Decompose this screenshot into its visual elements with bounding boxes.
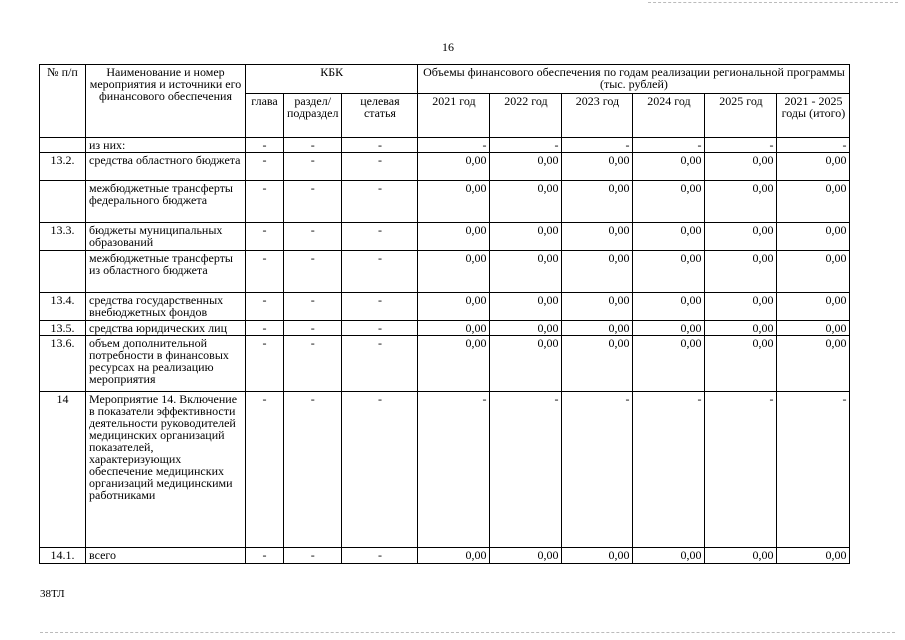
row-value: 0,00 (705, 153, 777, 181)
row-statya: - (342, 548, 418, 564)
row-value: 0,00 (490, 336, 562, 392)
row-statya: - (342, 153, 418, 181)
row-value: 0,00 (490, 251, 562, 293)
row-value: 0,00 (777, 548, 850, 564)
row-name: средства областного бюджета (86, 153, 246, 181)
row-name: из них: (86, 138, 246, 153)
row-value: 0,00 (633, 153, 705, 181)
row-glava: - (246, 153, 284, 181)
row-value: - (705, 138, 777, 153)
row-statya: - (342, 138, 418, 153)
header-volumes: Объемы финансового обеспечения по годам реализации региональной программы (тыс. рублей) (418, 65, 850, 94)
row-glava: - (246, 321, 284, 336)
row-value: 0,00 (490, 153, 562, 181)
row-value: 0,00 (562, 548, 633, 564)
row-value: 0,00 (633, 336, 705, 392)
scan-artifact-top (648, 2, 898, 3)
row-value: 0,00 (490, 293, 562, 321)
row-glava: - (246, 548, 284, 564)
row-num: 13.3. (40, 223, 86, 251)
financing-table (39, 64, 850, 564)
row-name: межбюджетные трансферты федерального бюджета (86, 181, 246, 223)
row-value: 0,00 (777, 336, 850, 392)
row-value: 0,00 (777, 223, 850, 251)
row-glava: - (246, 138, 284, 153)
row-num: 13.6. (40, 336, 86, 392)
row-num (40, 181, 86, 223)
row-value: 0,00 (777, 321, 850, 336)
table-row (40, 392, 850, 548)
row-statya: - (342, 293, 418, 321)
row-value: - (705, 392, 777, 548)
row-value: 0,00 (490, 223, 562, 251)
row-value: 0,00 (633, 223, 705, 251)
row-value: 0,00 (705, 251, 777, 293)
row-value: 0,00 (418, 153, 490, 181)
row-razdel: - (284, 321, 342, 336)
row-glava: - (246, 392, 284, 548)
row-value: 0,00 (777, 153, 850, 181)
row-value: 0,00 (562, 251, 633, 293)
row-value: 0,00 (418, 321, 490, 336)
row-value: - (490, 392, 562, 548)
row-value: - (777, 392, 850, 548)
row-name: бюджеты муниципальных образований (86, 223, 246, 251)
header-glava: глава (246, 94, 284, 138)
row-value: - (633, 138, 705, 153)
row-value: 0,00 (633, 293, 705, 321)
row-value: 0,00 (777, 293, 850, 321)
row-name: средства государственных внебюджетных фондов (86, 293, 246, 321)
row-value: 0,00 (562, 153, 633, 181)
row-glava: - (246, 181, 284, 223)
row-value: 0,00 (418, 181, 490, 223)
header-total: 2021 - 2025 годы (итого) (777, 94, 850, 138)
header-kbk: КБК (246, 65, 418, 94)
row-razdel: - (284, 392, 342, 548)
row-statya: - (342, 223, 418, 251)
row-num: 14 (40, 392, 86, 548)
header-num: № п/п (40, 65, 86, 138)
row-value: 0,00 (777, 181, 850, 223)
row-statya: - (342, 181, 418, 223)
row-value: - (562, 392, 633, 548)
header-year-2022: 2022 год (490, 94, 562, 138)
row-value: 0,00 (490, 321, 562, 336)
row-razdel: - (284, 181, 342, 223)
header-year-2021: 2021 год (418, 94, 490, 138)
table-body (40, 138, 850, 564)
table-row (40, 548, 850, 564)
row-value: - (418, 392, 490, 548)
row-num (40, 251, 86, 293)
row-num: 13.4. (40, 293, 86, 321)
row-value: 0,00 (418, 251, 490, 293)
row-value: 0,00 (705, 336, 777, 392)
row-value: 0,00 (562, 293, 633, 321)
row-num: 13.2. (40, 153, 86, 181)
row-razdel: - (284, 153, 342, 181)
row-name: межбюджетные трансферты из областного бюджета (86, 251, 246, 293)
row-value: - (418, 138, 490, 153)
row-value: 0,00 (562, 181, 633, 223)
table-row (40, 223, 850, 251)
row-value: 0,00 (562, 321, 633, 336)
table-row (40, 181, 850, 223)
row-value: - (562, 138, 633, 153)
row-num: 13.5. (40, 321, 86, 336)
scan-artifact-bottom (40, 632, 895, 633)
row-statya: - (342, 251, 418, 293)
header-row-1 (40, 65, 850, 94)
row-value: 0,00 (490, 181, 562, 223)
header-statya: целевая статья (342, 94, 418, 138)
table-row (40, 293, 850, 321)
row-statya: - (342, 336, 418, 392)
row-razdel: - (284, 223, 342, 251)
header-name: Наименование и номер мероприятия и источники его финансового обеспечения (86, 65, 246, 138)
row-glava: - (246, 293, 284, 321)
row-razdel: - (284, 336, 342, 392)
row-value: 0,00 (418, 223, 490, 251)
row-value: - (777, 138, 850, 153)
row-value: - (633, 392, 705, 548)
row-value: 0,00 (705, 293, 777, 321)
row-value: 0,00 (705, 548, 777, 564)
row-value: 0,00 (633, 181, 705, 223)
row-value: 0,00 (490, 548, 562, 564)
row-name: средства юридических лиц (86, 321, 246, 336)
row-razdel: - (284, 548, 342, 564)
row-value: 0,00 (705, 181, 777, 223)
row-value: 0,00 (705, 321, 777, 336)
row-value: 0,00 (562, 336, 633, 392)
header-year-2024: 2024 год (633, 94, 705, 138)
row-name: всего (86, 548, 246, 564)
table-row (40, 251, 850, 293)
row-value: 0,00 (418, 293, 490, 321)
row-razdel: - (284, 251, 342, 293)
row-razdel: - (284, 293, 342, 321)
table-row (40, 153, 850, 181)
footer-code: 38ТЛ (40, 588, 65, 600)
table-row (40, 321, 850, 336)
row-name: Мероприятие 14. Включение в показатели эффективности деятельности руководителей медицинских организаций показателей, характеризующих обеспечение медицинских организаций медицинскими работниками (86, 392, 246, 548)
row-value: 0,00 (418, 336, 490, 392)
row-value: 0,00 (562, 223, 633, 251)
row-value: 0,00 (705, 223, 777, 251)
table-row (40, 336, 850, 392)
row-glava: - (246, 251, 284, 293)
header-razdel: раздел/ подраздел (284, 94, 342, 138)
header-year-2025: 2025 год (705, 94, 777, 138)
row-razdel: - (284, 138, 342, 153)
row-statya: - (342, 392, 418, 548)
row-num: 14.1. (40, 548, 86, 564)
row-value: 0,00 (633, 548, 705, 564)
row-num (40, 138, 86, 153)
row-value: 0,00 (633, 321, 705, 336)
row-value: 0,00 (777, 251, 850, 293)
row-value: 0,00 (633, 251, 705, 293)
row-glava: - (246, 223, 284, 251)
row-name: объем дополнительной потребности в финансовых ресурсах на реализацию мероприятия (86, 336, 246, 392)
row-value: 0,00 (418, 548, 490, 564)
page-number: 16 (442, 40, 454, 54)
table-row (40, 138, 850, 153)
row-value: - (490, 138, 562, 153)
row-glava: - (246, 336, 284, 392)
header-year-2023: 2023 год (562, 94, 633, 138)
row-statya: - (342, 321, 418, 336)
